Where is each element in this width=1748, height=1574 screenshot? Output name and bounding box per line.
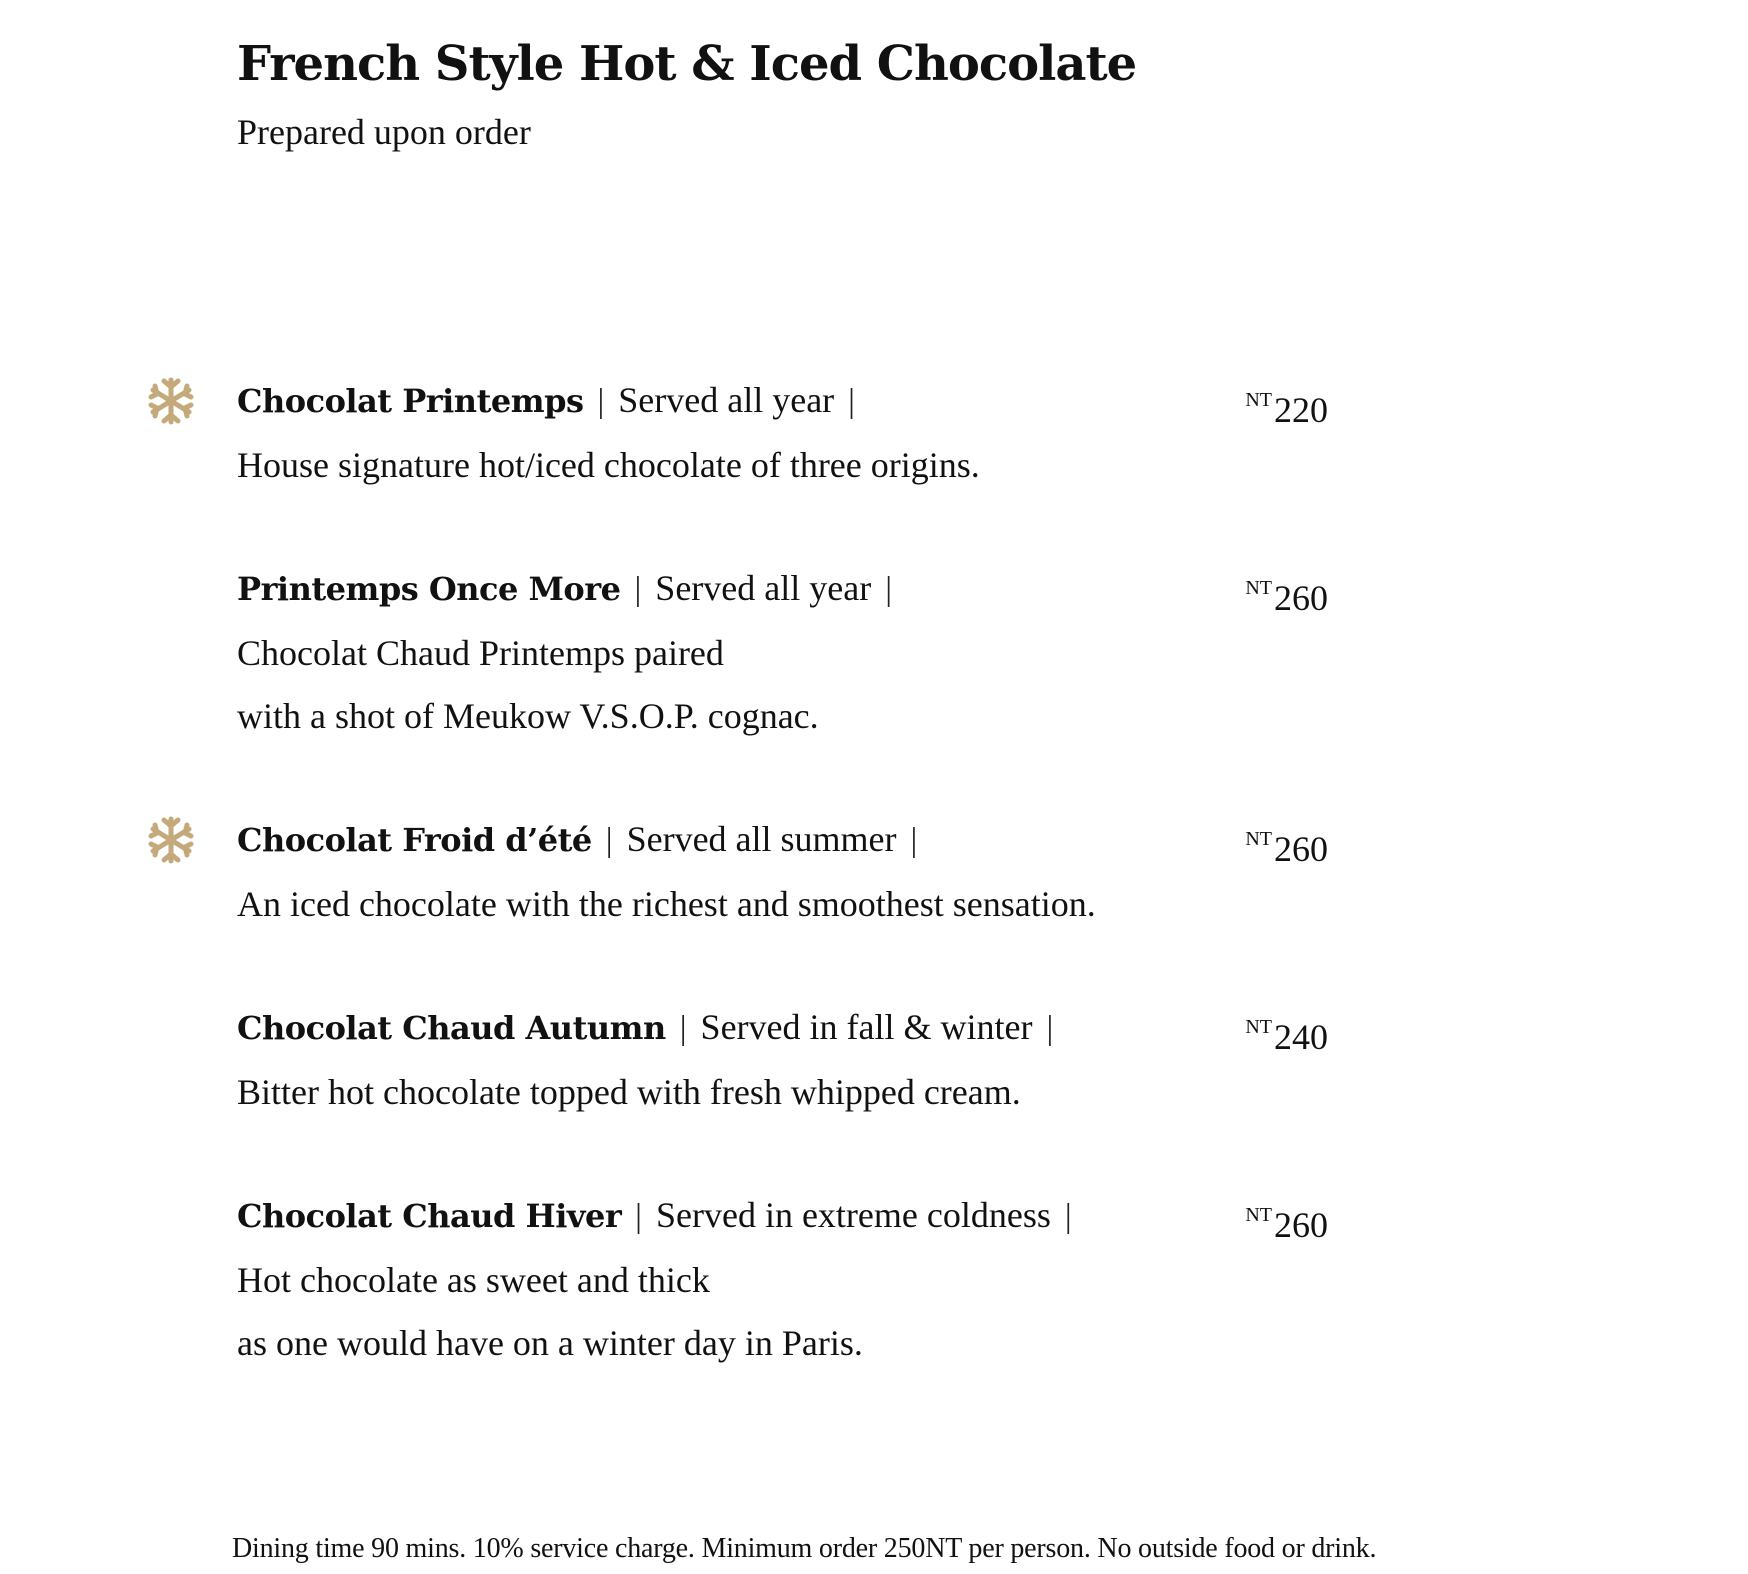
price-value: 240	[1274, 1017, 1328, 1057]
price-value: 220	[1274, 390, 1328, 430]
item-availability: Served in extreme coldness	[655, 1195, 1051, 1235]
separator: |	[679, 1010, 687, 1047]
item-description: Hot chocolate as sweet and thick as one would have on a winter day in Paris.	[237, 1260, 863, 1363]
item-header	[237, 817, 931, 861]
currency-label: NT	[1245, 577, 1272, 599]
separator: |	[635, 1198, 642, 1235]
item-availability: Served all year	[618, 380, 835, 420]
separator: |	[634, 571, 642, 608]
currency-label: NT	[1245, 1016, 1272, 1038]
item-header	[237, 1193, 1086, 1237]
item-name: Printemps Once More	[237, 570, 621, 608]
separator: |	[1064, 1198, 1072, 1235]
item-description: House signature hot/iced chocolate of three origins.	[237, 445, 980, 485]
price-value: 260	[1274, 578, 1328, 618]
currency-label: NT	[1245, 828, 1272, 850]
price-value: 260	[1274, 829, 1328, 869]
page-subtitle: Prepared upon order	[237, 112, 531, 152]
item-price	[1245, 1005, 1328, 1057]
page-title: French Style Hot & Iced Chocolate	[237, 36, 1137, 92]
currency-label: NT	[1245, 389, 1272, 411]
separator: |	[597, 383, 605, 420]
currency-label: NT	[1245, 1204, 1272, 1226]
separator: |	[885, 571, 893, 608]
item-price	[1245, 378, 1328, 430]
item-header	[237, 378, 869, 422]
separator: |	[910, 822, 918, 859]
item-price	[1245, 817, 1328, 869]
snowflake-icon	[146, 815, 196, 865]
item-description: Bitter hot chocolate topped with fresh whipped cream.	[237, 1072, 1021, 1112]
item-description: An iced chocolate with the richest and smoothest sensation.	[237, 884, 1096, 924]
item-name: Chocolat Chaud Hiver	[237, 1197, 622, 1235]
item-price	[1245, 1193, 1328, 1245]
item-availability: Served in fall & winter	[700, 1007, 1033, 1047]
price-value: 260	[1274, 1205, 1328, 1245]
item-name: Chocolat Froid d’été	[237, 821, 592, 859]
item-price	[1245, 566, 1328, 618]
item-availability: Served all summer	[626, 819, 897, 859]
item-header	[237, 566, 906, 610]
footer-note: Dining time 90 mins. 10% service charge. Minimum order 250NT per person. No outside food or drink.	[232, 1533, 1377, 1564]
item-name: Chocolat Printemps	[237, 382, 584, 420]
item-header	[237, 1005, 1067, 1049]
separator: |	[1046, 1010, 1054, 1047]
snowflake-icon	[146, 376, 196, 426]
item-name: Chocolat Chaud Autumn	[237, 1009, 666, 1047]
item-description: Chocolat Chaud Printemps paired with a shot of Meukow V.S.O.P. cognac.	[237, 633, 819, 736]
separator: |	[605, 822, 613, 859]
separator: |	[848, 383, 855, 420]
item-availability: Served all year	[655, 568, 872, 608]
